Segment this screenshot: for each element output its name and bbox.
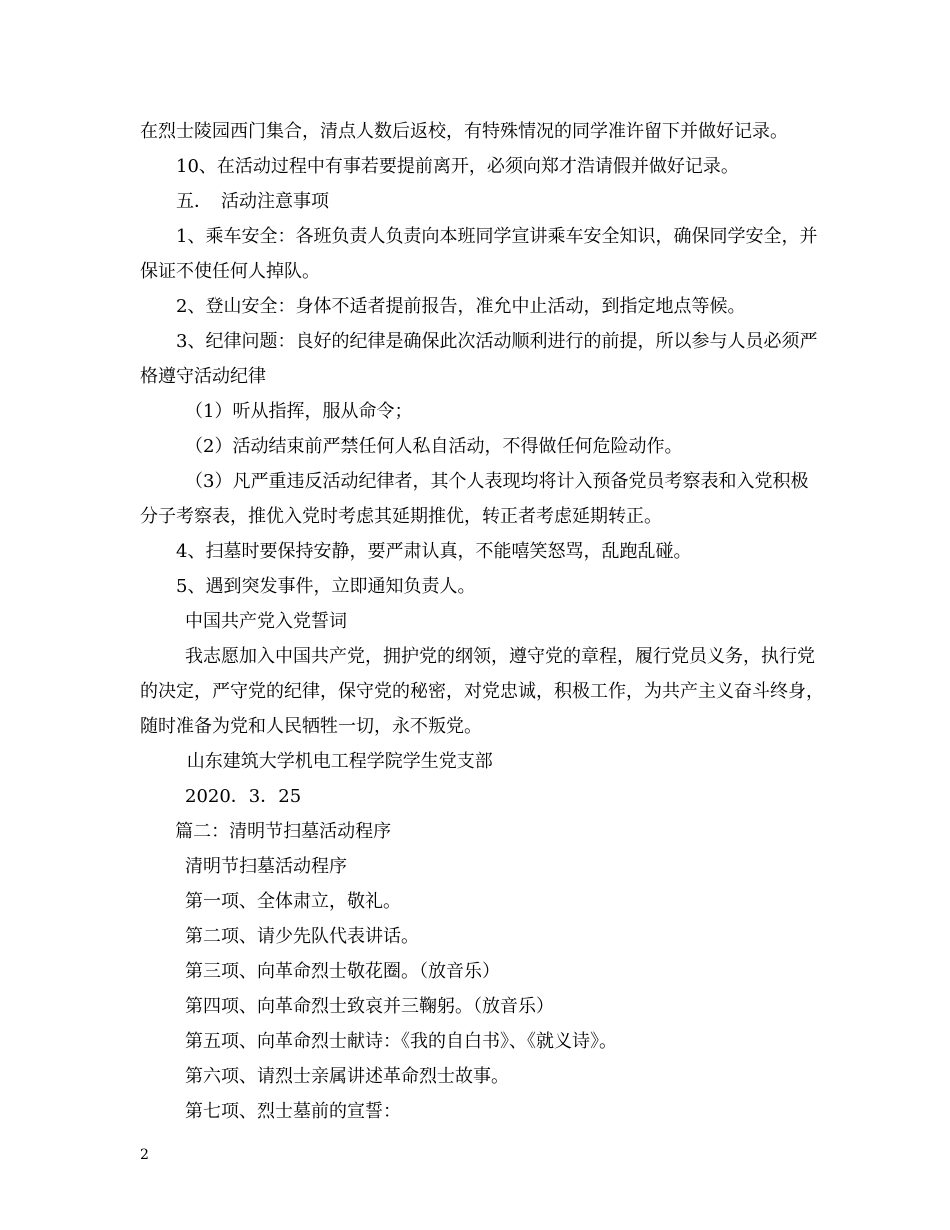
paragraph-tomb-sweeping-quiet: 4、扫墓时要保持安静，要严肃认真，不能嘻笑怒骂，乱跑乱碰。 bbox=[176, 541, 692, 562]
paragraph-discipline-1: （1）听从指挥，服从命令； bbox=[185, 401, 413, 422]
signature-organization: 山东建筑大学机电工程学院学生党支部 bbox=[186, 751, 493, 772]
section-heading-notes: 五． 活动注意事项 bbox=[176, 191, 329, 212]
program-title: 清明节扫墓活动程序 bbox=[185, 856, 347, 877]
signature-date: 2020．3．25 bbox=[185, 786, 302, 807]
program-step-4: 第四项、向革命烈士致哀并三鞠躬。（放音乐） bbox=[185, 996, 554, 1017]
paragraph-climbing-safety: 2、登山安全：身体不适者提前报告，准允中止活动，到指定地点等候。 bbox=[176, 296, 746, 317]
program-step-2: 第二项、请少先队代表讲话。 bbox=[185, 926, 419, 947]
paragraph-discipline: 3、纪律问题：良好的纪律是确保此次活动顺利进行的前提，所以参与人员必须严格遵守活动纪律 bbox=[140, 331, 818, 387]
oath-heading: 中国共产党入党誓词 bbox=[185, 611, 347, 632]
page-number: 2 bbox=[140, 1147, 149, 1163]
program-step-5: 第五项、向革命烈士献诗：《我的自白书》、《就义诗》。 bbox=[185, 1031, 617, 1052]
program-step-7: 第七项、烈士墓前的宣誓： bbox=[185, 1101, 401, 1122]
paragraph-bus-safety: 1、乘车安全：各班负责人负责向本班同学宣讲乘车安全知识，确保同学安全，并保证不使任何人掉队。 bbox=[140, 226, 818, 282]
program-step-1: 第一项、全体肃立，敬礼。 bbox=[185, 891, 401, 912]
paragraph-assembly-return: 在烈士陵园西门集合，清点人数后返校，有特殊情况的同学准许留下并做好记录。 bbox=[140, 121, 788, 142]
program-step-6: 第六项、请烈士亲属讲述革命烈士故事。 bbox=[185, 1066, 509, 1087]
oath-text: 我志愿加入中国共产党，拥护党的纲领，遵守党的章程，履行党员义务，执行党的决定，严守党的纪律，保守党的秘密，对党忠诚，积极工作，为共产主义奋斗终身，随时准备为党和人民牺牲一切，永不叛党。 bbox=[140, 646, 824, 737]
paragraph-discipline-2: （2）活动结束前严禁任何人私自活动，不得做任何危险动作。 bbox=[185, 436, 683, 457]
paragraph-discipline-3: （3）凡严重违反活动纪律者，其个人表现均将计入预备党员考察表和入党积极分子考察表，推优入党时考虑其延期推优，转正者考虑延期转正。 bbox=[140, 471, 809, 527]
program-step-3: 第三项、向革命烈士敬花圈。（放音乐） bbox=[185, 961, 500, 982]
chapter-heading-part2: 篇二：清明节扫墓活动程序 bbox=[175, 821, 392, 842]
document-body bbox=[140, 114, 826, 1129]
paragraph-item-10: 10、在活动过程中有事若要提前离开，必须向郑才浩请假并做好记录。 bbox=[176, 156, 739, 177]
paragraph-emergency: 5、遇到突发事件，立即通知负责人。 bbox=[176, 576, 476, 597]
